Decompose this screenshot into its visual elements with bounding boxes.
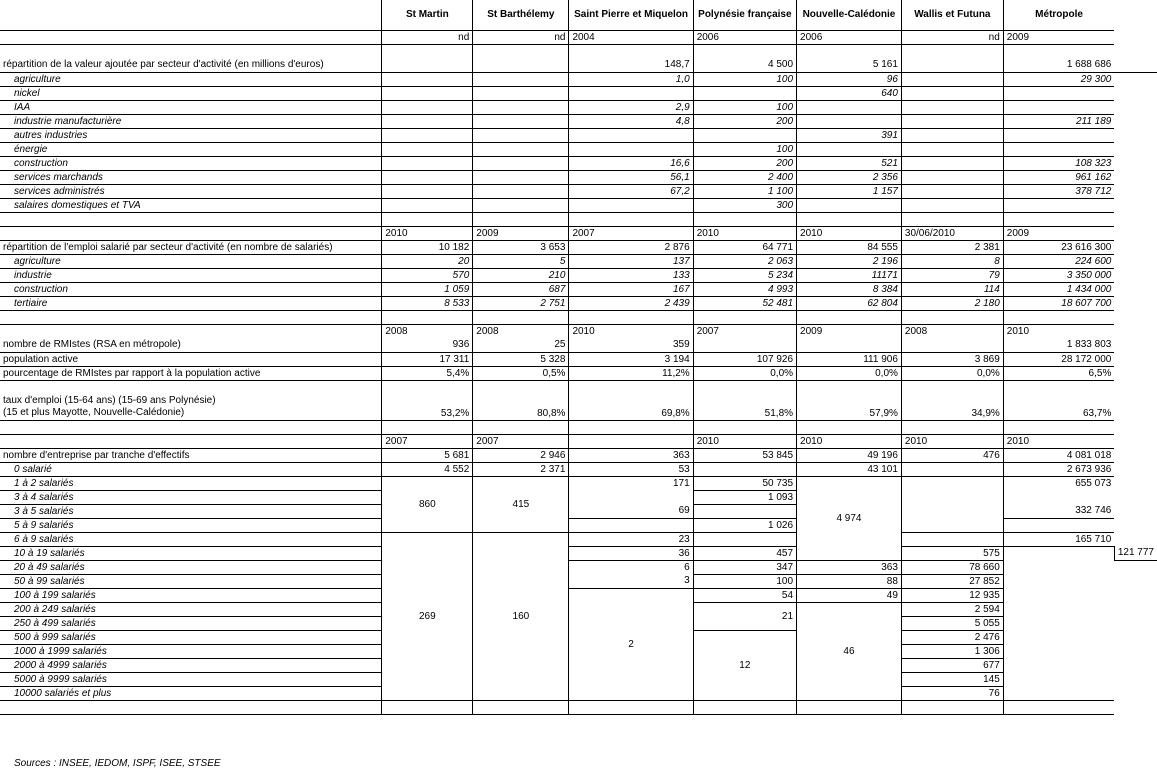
cell-value	[1003, 198, 1114, 212]
cell-value: 210	[473, 268, 569, 282]
cell-value	[473, 170, 569, 184]
row-label: agriculture	[0, 254, 382, 268]
cell-value: 107 926	[693, 352, 796, 366]
cell-value	[382, 170, 473, 184]
col-header: Saint Pierre et Miquelon	[569, 0, 693, 30]
cell-value	[901, 100, 1003, 114]
ent-year-row: 2007 2007 2010 2010 2010 2010	[0, 434, 1157, 448]
cell-value	[382, 156, 473, 170]
ent-row-4: 5 à 9 salariés 1 026	[0, 518, 1157, 532]
cell-value: 167	[569, 282, 693, 296]
col-header: Métropole	[1003, 0, 1114, 30]
row-label: agriculture	[0, 72, 382, 86]
cell-value	[901, 114, 1003, 128]
cell-value: 359	[569, 338, 693, 352]
cell-value: 2 180	[901, 296, 1003, 310]
cell-value: 5 328	[473, 352, 569, 366]
row-label: énergie	[0, 142, 382, 156]
row-label: autres industries	[0, 128, 382, 142]
cell-value	[382, 184, 473, 198]
cell-value	[797, 338, 902, 352]
cell-value: 1,0	[569, 72, 693, 86]
ent-row-0: 0 salarié 4 552 2 371 53 43 101 2 673 936	[0, 462, 1157, 476]
cell-value: 79	[901, 268, 1003, 282]
emploi-title: répartition de l'emploi salarié par secteur d'activité (en nombre de salariés)	[0, 240, 382, 254]
cell-value	[473, 100, 569, 114]
table-row	[0, 268, 1157, 282]
ent-row-15: 5000 à 9999 salariés 145	[0, 672, 1157, 686]
ent-row-2: 3 à 4 salariés 1 093	[0, 490, 1157, 504]
cell-value: 2 356	[797, 170, 902, 184]
cell-value: 8	[901, 254, 1003, 268]
cell-value	[473, 156, 569, 170]
cell-value: 17 311	[382, 352, 473, 366]
ent-row-9: 100 à 199 salariés 2 54 49 12 935	[0, 588, 1157, 602]
year-cell: 2006	[693, 30, 796, 44]
cell-value: 111 906	[797, 352, 902, 366]
cell-value	[382, 114, 473, 128]
taux-label-1: taux d'emploi (15-64 ans) (15-69 ans Polynésie)	[3, 394, 216, 406]
cell-value	[382, 128, 473, 142]
cell-value: 2 751	[473, 296, 569, 310]
cell-value: 5,4%	[382, 366, 473, 380]
cell-value: 100	[693, 72, 796, 86]
table-row	[0, 352, 1157, 366]
cell-value	[901, 184, 1003, 198]
table-row	[0, 282, 1157, 296]
cell-value: 2 439	[569, 296, 693, 310]
cell-value: 300	[693, 198, 796, 212]
cell-value: 137	[569, 254, 693, 268]
row-label: industrie manufacturière	[0, 114, 382, 128]
cell-value	[382, 86, 473, 100]
cell-value: 100	[693, 142, 796, 156]
taux-label-2: (15 et plus Mayotte, Nouvelle-Calédonie)	[3, 406, 185, 418]
cell-value: 4 993	[693, 282, 796, 296]
cell-value	[901, 142, 1003, 156]
cell-value	[797, 114, 902, 128]
year-cell: 2004	[569, 30, 693, 44]
col-header: Wallis et Futuna	[901, 0, 1003, 30]
ent-row-14: 2000 à 4999 salariés 677	[0, 658, 1157, 672]
table-row	[0, 254, 1157, 268]
cell-value: 1 157	[797, 184, 902, 198]
ent-title: nombre d'entreprise par tranche d'effectifs	[0, 448, 382, 462]
merged-cell: 269	[382, 532, 473, 700]
va-total-row: répartition de la valeur ajoutée par secteur d'activité (en millions d'euros) 148,7 4 500 5 161 1 688 686	[0, 58, 1157, 72]
cell-value: 378 712	[1003, 184, 1114, 198]
row-label: services administrés	[0, 184, 382, 198]
cell-value: 0,0%	[693, 366, 796, 380]
merged-cell: 415	[473, 476, 569, 532]
row-label: salaires domestiques et TVA	[0, 198, 382, 212]
cell-value: 96	[797, 72, 902, 86]
row-label: construction	[0, 156, 382, 170]
row-label: IAA	[0, 100, 382, 114]
ent-row-8: 50 à 99 salariés 3 100 88 27 852	[0, 574, 1157, 588]
ent-row-16: 10000 salariés et plus 76	[0, 686, 1157, 700]
cell-value: 3 869	[901, 352, 1003, 366]
cell-value: 1 100	[693, 184, 796, 198]
cell-value: 2,9	[569, 100, 693, 114]
cell-value: 18 607 700	[1003, 296, 1114, 310]
rmi-rows	[0, 338, 1157, 380]
cell-value: 11171	[797, 268, 902, 282]
cell-value: 52 481	[693, 296, 796, 310]
cell-value	[1003, 100, 1114, 114]
ent-row-7: 20 à 49 salariés 6 347 363 78 660	[0, 560, 1157, 574]
cell-value: 224 600	[1003, 254, 1114, 268]
row-label: pourcentage de RMIstes par rapport à la population active	[0, 366, 382, 380]
cell-value: 3 350 000	[1003, 268, 1114, 282]
row-label: nombre de RMIstes (RSA en métropole)	[0, 338, 382, 352]
merged-cell: 860	[382, 476, 473, 532]
table-row	[0, 198, 1157, 212]
cell-value: 0,5%	[473, 366, 569, 380]
table-row	[0, 128, 1157, 142]
cell-value	[797, 142, 902, 156]
cell-value: 2 196	[797, 254, 902, 268]
year-cell: nd	[473, 30, 569, 44]
cell-value	[901, 156, 1003, 170]
cell-value: 5	[473, 254, 569, 268]
year-cell: 2006	[797, 30, 902, 44]
ent-row-10: 200 à 249 salariés 21 46 2 594	[0, 602, 1157, 616]
row-label: construction	[0, 282, 382, 296]
row-label: nickel	[0, 86, 382, 100]
cell-value	[382, 198, 473, 212]
cell-value	[901, 198, 1003, 212]
emploi-total-row: répartition de l'emploi salarié par secteur d'activité (en nombre de salariés) 10 182 3 653 2 876 64 771 84 555 2 381 23 616 300	[0, 240, 1157, 254]
cell-value: 640	[797, 86, 902, 100]
ent-row-6: 10 à 19 salariés 36 457 575 121 777	[0, 546, 1157, 560]
cell-value: 29 300	[1003, 72, 1114, 86]
cell-value: 200	[693, 156, 796, 170]
cell-value	[473, 114, 569, 128]
cell-value	[901, 72, 1003, 86]
cell-value	[901, 128, 1003, 142]
cell-value: 56,1	[569, 170, 693, 184]
year-cell: nd	[382, 30, 473, 44]
merged-cell: 46	[797, 602, 902, 700]
table-row	[0, 366, 1157, 380]
cell-value: 1 434 000	[1003, 282, 1114, 296]
cell-value: 200	[693, 114, 796, 128]
cell-value	[797, 100, 902, 114]
cell-value: 28 172 000	[1003, 352, 1114, 366]
cell-value: 521	[797, 156, 902, 170]
cell-value: 114	[901, 282, 1003, 296]
cell-value	[473, 198, 569, 212]
cell-value	[382, 142, 473, 156]
cell-value	[797, 198, 902, 212]
table-row	[0, 156, 1157, 170]
cell-value	[1003, 128, 1114, 142]
cell-value: 6,5%	[1003, 366, 1114, 380]
ent-total-row: nombre d'entreprise par tranche d'effectifs 5 681 2 946 363 53 845 49 196 476 4 081 018	[0, 448, 1157, 462]
cell-value: 25	[473, 338, 569, 352]
row-label: services marchands	[0, 170, 382, 184]
table-row	[0, 72, 1157, 86]
taux-row: taux d'emploi (15-64 ans) (15-69 ans Polynésie) (15 et plus Mayotte, Nouvelle-Calédonie) 53,2% 80,8% 69,8% 51,8% 57,9% 34,9% 63,7%	[0, 394, 1157, 420]
cell-value	[473, 184, 569, 198]
cell-value: 0,0%	[797, 366, 902, 380]
cell-value	[693, 86, 796, 100]
merged-cell: 2	[569, 588, 693, 700]
ent-row-1: 1 à 2 salariés 860 415 171 50 735 4 974 655 073	[0, 476, 1157, 490]
cell-value	[569, 142, 693, 156]
cell-value	[693, 338, 796, 352]
cell-value: 570	[382, 268, 473, 282]
cell-value: 67,2	[569, 184, 693, 198]
cell-value	[382, 100, 473, 114]
table-row	[0, 338, 1157, 352]
cell-value: 391	[797, 128, 902, 142]
row-label: population active	[0, 352, 382, 366]
cell-value: 211 189	[1003, 114, 1114, 128]
cell-value	[1003, 86, 1114, 100]
table-row	[0, 184, 1157, 198]
cell-value: 4,8	[569, 114, 693, 128]
cell-value: 11,2%	[569, 366, 693, 380]
cell-value: 3 194	[569, 352, 693, 366]
cell-value	[473, 72, 569, 86]
year-cell: 2009	[1003, 30, 1114, 44]
table-row	[0, 142, 1157, 156]
header-row	[0, 0, 1157, 30]
row-label: industrie	[0, 268, 382, 282]
cell-value	[901, 86, 1003, 100]
cell-value: 0,0%	[901, 366, 1003, 380]
cell-value	[569, 198, 693, 212]
cell-value	[473, 142, 569, 156]
cell-value: 2 063	[693, 254, 796, 268]
cell-value: 8 384	[797, 282, 902, 296]
cell-value: 5 234	[693, 268, 796, 282]
ent-row-12: 500 à 999 salariés 12 2 476	[0, 630, 1157, 644]
emploi-rows	[0, 254, 1157, 310]
col-header: St Martin	[382, 0, 473, 30]
cell-value: 20	[382, 254, 473, 268]
sources-note: Sources : INSEE, IEDOM, ISPF, ISEE, STSEE	[14, 758, 221, 769]
row-label: tertiaire	[0, 296, 382, 310]
table-row	[0, 100, 1157, 114]
rmi-year-row: 2008 2008 2010 2007 2009 2008 2010	[0, 324, 1157, 338]
table-row	[0, 296, 1157, 310]
cell-value	[473, 128, 569, 142]
cell-value: 687	[473, 282, 569, 296]
cell-value: 936	[382, 338, 473, 352]
emploi-year-row: 2010 2009 2007 2010 2010 30/06/2010 2009	[0, 226, 1157, 240]
table-row	[0, 170, 1157, 184]
cell-value: 16,6	[569, 156, 693, 170]
merged-cell: 12	[693, 630, 796, 700]
merged-cell: 160	[473, 532, 569, 700]
merged-cell: 4 974	[797, 476, 902, 560]
cell-value	[1003, 142, 1114, 156]
ent-row-3: 3 à 5 salariés 69 332 746	[0, 504, 1157, 518]
table-row	[0, 114, 1157, 128]
cell-value: 2 400	[693, 170, 796, 184]
cell-value	[382, 72, 473, 86]
cell-value: 1 059	[382, 282, 473, 296]
va-rows	[0, 72, 1157, 212]
ent-row-11: 250 à 499 salariés 5 055	[0, 616, 1157, 630]
ent-row-5: 6 à 9 salariés 269 160 23 165 710	[0, 532, 1157, 546]
cell-value: 62 804	[797, 296, 902, 310]
table-row	[0, 86, 1157, 100]
cell-value	[901, 338, 1003, 352]
cell-value	[569, 128, 693, 142]
col-header: Nouvelle-Calédonie	[797, 0, 902, 30]
year-cell: nd	[901, 30, 1003, 44]
va-year-row	[0, 30, 1157, 44]
cell-value: 961 162	[1003, 170, 1114, 184]
col-header: Polynésie française	[693, 0, 796, 30]
cell-value	[901, 170, 1003, 184]
cell-value: 100	[693, 100, 796, 114]
cell-value: 133	[569, 268, 693, 282]
cell-value	[569, 86, 693, 100]
cell-value: 8 533	[382, 296, 473, 310]
cell-value: 1 833 803	[1003, 338, 1114, 352]
cell-value	[473, 86, 569, 100]
cell-value: 108 323	[1003, 156, 1114, 170]
col-header: St Barthélemy	[473, 0, 569, 30]
cell-value	[693, 128, 796, 142]
ent-row-13: 1000 à 1999 salariés 1 306	[0, 644, 1157, 658]
va-title: répartition de la valeur ajoutée par secteur d'activité (en millions d'euros)	[0, 58, 382, 72]
